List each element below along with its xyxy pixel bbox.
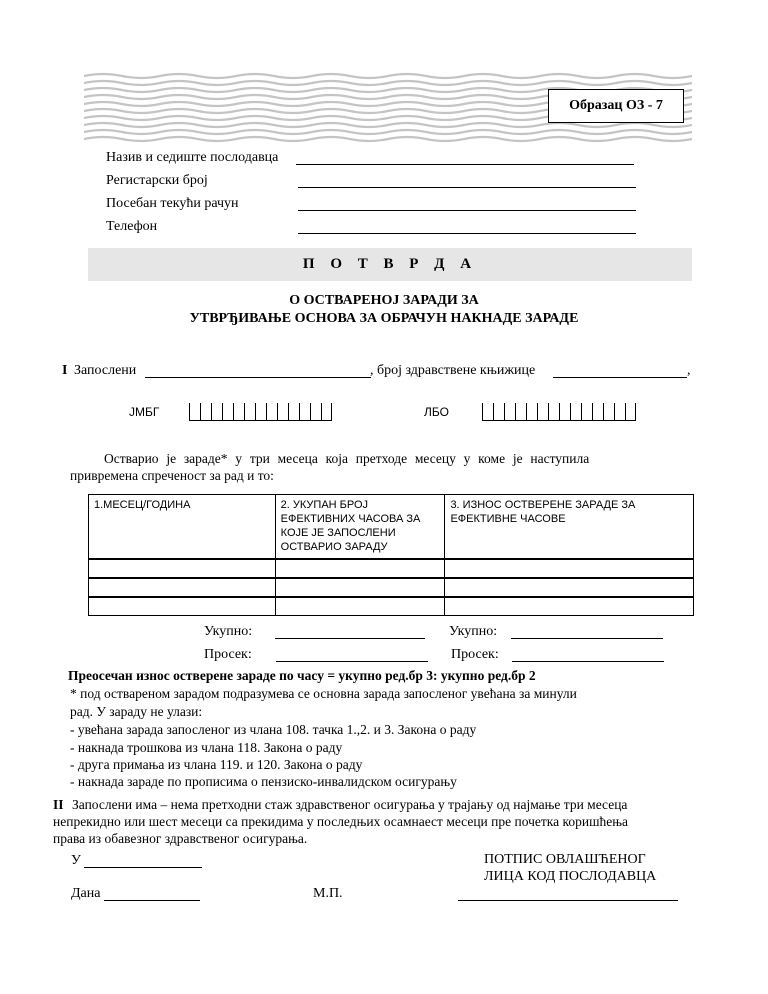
date-label: Дана [71,886,101,901]
table-cell[interactable] [275,559,445,578]
employee-name-field[interactable] [145,377,371,378]
earnings-total-label: Укупно: [449,624,498,639]
earnings-average-label: Просек: [451,647,499,662]
trailing-comma: , [687,363,691,378]
employee-label: Запослени [74,363,137,378]
signature-field[interactable] [458,900,678,901]
table-cell[interactable] [445,578,694,597]
bank-account-field[interactable] [298,210,636,211]
table-cell[interactable] [275,578,445,597]
phone-field[interactable] [298,233,636,234]
section-1-numeral: I [62,363,68,378]
earnings-table [88,494,694,616]
lbo-label: ЛБО [424,405,449,419]
section-2-numeral: II [53,797,64,812]
table-row [89,559,694,578]
hourly-average-formula: Преосечан износ остверене зараде по часу = укупно ред.бр 3: укупно ред.бр 2 [68,668,536,683]
employer-name-field[interactable] [296,164,634,165]
note-line: * под оствареном зарадом подразумева се основна зарада запосленог увећана за минули [70,686,577,701]
insurance-text-line-1: Запослени има – нема претходни стаж здравственог осигурања у трајању од најмање три месеца [72,797,628,812]
note-line: - друга примања из члана 119. и 120. Закона о раду [70,757,363,772]
health-booklet-label: , број здравствене књижице [370,363,536,378]
subtitle-line-1: О ОСТВАРЕНОЈ ЗАРАДИ ЗА [289,293,479,308]
stamp-label: М.П. [313,886,343,901]
employer-name-label: Назив и седиште послодавца [106,150,279,165]
note-line: - увећана зарада запосленог из члана 108. тачка 1.,2. и 3. Закона о раду [70,722,477,737]
note-line: - накнада трошкова из члана 118. Закона о раду [70,740,343,755]
table-cell[interactable] [89,578,276,597]
table-cell[interactable] [275,597,445,616]
table-cell[interactable] [89,559,276,578]
lbo-digit-boxes[interactable] [482,403,636,422]
table-cell[interactable] [445,597,694,616]
earnings-average-field[interactable] [512,661,664,662]
table-row [89,597,694,616]
table-cell[interactable] [445,559,694,578]
hours-total-label: Укупно: [204,624,253,639]
hours-average-label: Просек: [204,647,252,662]
column-header-earnings: 3. ИЗНОС ОСТВЕРЕНЕ ЗАРАДЕ ЗА ЕФЕКТИВНЕ ЧАСОВЕ [445,495,694,559]
registration-number-label: Регистарски број [106,173,208,188]
subtitle-line-2: УТВРЂИВАЊЕ ОСНОВА ЗА ОБРАЧУН НАКНАДЕ ЗАРАДЕ [189,311,579,326]
place-label: У [71,853,81,868]
jmbg-digit-boxes[interactable] [189,403,332,422]
hours-total-field[interactable] [275,638,425,639]
health-booklet-field[interactable] [553,377,687,378]
signature-title-line-2: ЛИЦА КОД ПОСЛОДАВЦА [484,869,657,884]
earnings-intro-line-1: Остварио је зараде* у три месеца која претходе месецу у коме је наступила [104,451,590,466]
date-field[interactable] [104,900,200,901]
insurance-text-line-2: непрекидно или шест месеци са прекидима у последњих осамнаест месеци пре почетка коришћења [53,814,629,829]
earnings-intro-line-2: привремена спреченост за рад и то: [70,468,274,483]
signature-title-line-1: ПОТПИС ОВЛАШЋЕНОГ [484,852,646,867]
column-header-hours: 2. УКУПАН БРОЈ ЕФЕКТИВНИХ ЧАСОВА ЗА КОЈЕ ЈЕ ЗАПОСЛЕНИ ОСТВАРИО ЗАРАДУ [275,495,445,559]
table-row [89,578,694,597]
hours-average-field[interactable] [276,661,428,662]
earnings-total-field[interactable] [511,638,663,639]
phone-label: Телефон [106,219,158,234]
jmbg-label: ЈМБГ [129,405,160,419]
place-field[interactable] [84,867,202,868]
document-title: П О Т В Р Д А [302,256,478,272]
registration-number-field[interactable] [298,187,636,188]
note-line: - накнада зараде по прописима о пензиско-инвалидском осигурању [70,774,457,789]
insurance-text-line-3: права из обавезног здравственог осигурања. [53,831,308,846]
bank-account-label: Посебан текући рачун [106,196,239,211]
table-cell[interactable] [89,597,276,616]
form-code-box: Образац ОЗ - 7 [548,89,684,123]
column-header-month-year: 1.МЕСЕЦ/ГОДИНА [89,495,276,559]
note-line: рад. У зараду не улази: [70,704,203,719]
